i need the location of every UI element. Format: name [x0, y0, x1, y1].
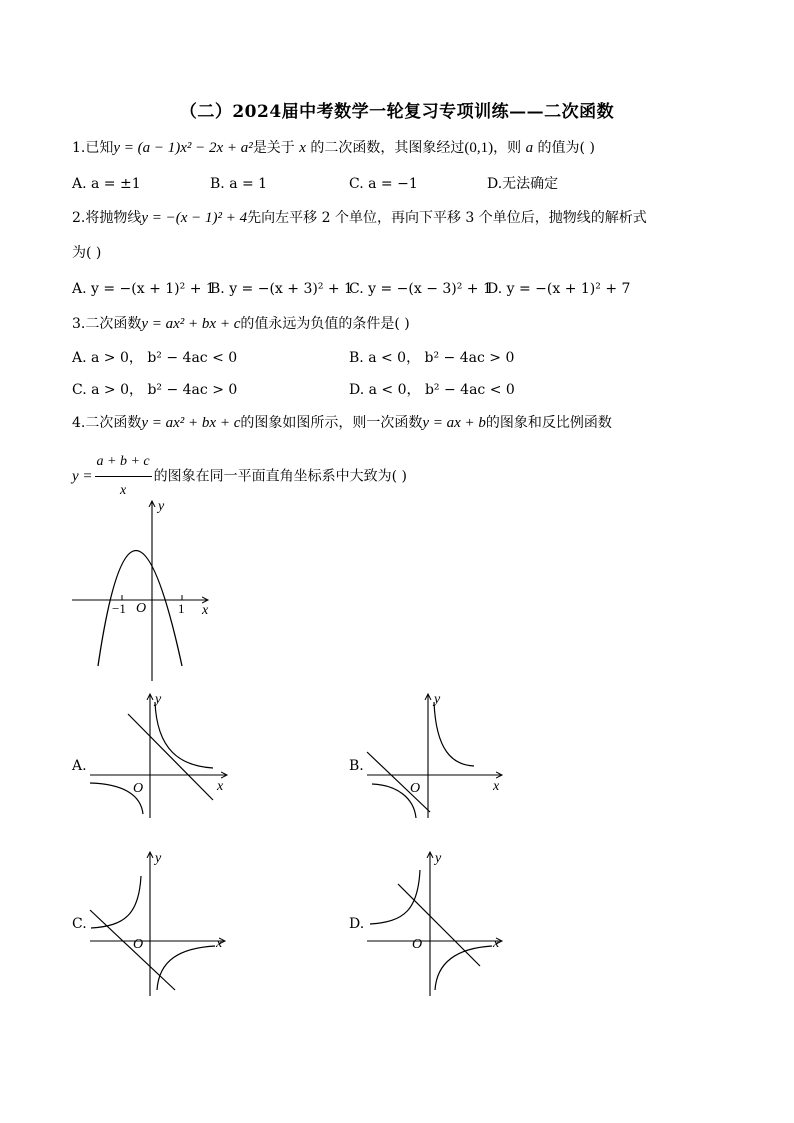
q4-text-c: 的图象和反比例函数 [485, 415, 612, 431]
choice-b-label[interactable]: B. [349, 758, 364, 774]
q2-text-b: 先向左平移 2 个单位，再向下平移 3 个单位后，抛物线的解析式 [247, 210, 647, 226]
axis-label-x: x [493, 936, 500, 951]
q1-variable: x [299, 140, 306, 156]
q2-option-d[interactable]: D. y = −(x + 1)² + 7 [487, 281, 631, 297]
q1-text-c: 的二次函数，其图象经过 [310, 140, 465, 156]
q1-text-e: 的值为( ) [537, 140, 595, 156]
question-1-stem [72, 138, 595, 158]
axis-label-y: y [155, 692, 162, 707]
q1-variable-a: a [525, 140, 534, 156]
parabola-graph [70, 495, 230, 685]
linear-line [398, 884, 480, 966]
q4-frac-lhs: y = [72, 468, 93, 485]
hyperbola-branch-1 [434, 702, 474, 766]
axis-label-y: y [155, 851, 162, 866]
q3-option-c[interactable]: C. a > 0， b² − 4ac > 0 [72, 382, 238, 398]
q4-expression: y = ax² + bx + c [141, 415, 241, 431]
q3-text-b: 的值永远为负值的条件是( ) [240, 316, 410, 332]
hyperbola-branch-1 [370, 870, 420, 924]
hyperbola-branch-1 [155, 702, 213, 768]
question-4-stem [72, 413, 612, 433]
origin-label: O [410, 781, 421, 796]
q1-point: (0,1) [464, 140, 494, 156]
origin-label: O [136, 601, 147, 616]
linear-line [367, 752, 430, 812]
axis-label-x: x [202, 603, 209, 618]
choice-b-graph[interactable] [362, 690, 512, 820]
choice-d-graph[interactable] [362, 848, 512, 998]
q3-expression: y = ax² + bx + c [141, 316, 241, 332]
q1-option-d[interactable]: D.无法确定 [487, 176, 559, 192]
question-2-stem-cont: 为( ) [72, 245, 102, 261]
origin-label: O [412, 937, 423, 952]
choice-d-label[interactable]: D. [349, 916, 365, 932]
q2-text-a: 2.将抛物线 [72, 210, 142, 226]
q1-option-b[interactable]: B. a = 1 [210, 176, 268, 192]
page-title: （二）2024届中考数学一轮复习专项训练——二次函数 [179, 102, 615, 122]
q2-option-b[interactable]: B. y = −(x + 3)² + 1 [210, 281, 353, 297]
q1-expression: y = (a − 1)x² − 2x + a² [113, 140, 253, 156]
choice-a-label[interactable]: A. [72, 758, 87, 774]
axis-label-y: y [435, 851, 442, 866]
choice-c-graph[interactable] [85, 848, 235, 998]
hyperbola-branch-1 [91, 876, 141, 928]
q4-frac-numerator: a + b + c [95, 448, 152, 477]
axis-label-x: x [493, 779, 500, 794]
axis-label-x: x [217, 779, 224, 794]
q3-option-b[interactable]: B. a < 0， b² − 4ac > 0 [349, 350, 515, 366]
q3-option-a[interactable]: A. a > 0， b² − 4ac < 0 [72, 350, 238, 366]
hyperbola-branch-2 [435, 946, 492, 990]
q3-text-a: 3.二次函数 [72, 316, 142, 332]
choice-c-label[interactable]: C. [72, 916, 87, 932]
q4-frac-denominator: x [119, 483, 127, 498]
q1-option-a[interactable]: A. a = ±1 [72, 176, 141, 192]
q2-expression: y = −(x − 1)² + 4 [141, 210, 248, 226]
q3-option-d[interactable]: D. a < 0， b² − 4ac < 0 [349, 382, 515, 398]
q4-text-a: 4.二次函数 [72, 415, 142, 431]
q4-text-b: 的图象如图所示，则一次函数 [240, 415, 423, 431]
axis-label-y: y [158, 499, 165, 514]
q4-text-d: 的图象在同一平面直角坐标系中大致为( ) [153, 468, 408, 485]
q1-text-d: ，则 [493, 140, 522, 156]
origin-label: O [133, 937, 144, 952]
question-3-stem [72, 314, 410, 334]
hyperbola-branch-2 [157, 946, 215, 990]
axis-label-x: x [216, 936, 223, 951]
origin-label: O [133, 781, 144, 796]
q2-option-c[interactable]: C. y = −(x − 3)² + 1 [349, 281, 492, 297]
q1-option-c[interactable]: C. a = −1 [349, 176, 418, 192]
tick-label-pos-1: 1 [178, 601, 185, 616]
q1-text-a: 1.已知 [72, 140, 114, 156]
choice-a-graph[interactable] [85, 690, 235, 820]
q2-option-a[interactable]: A. y = −(x + 1)² + 1 [72, 281, 215, 297]
q1-text-b: 是关于 [252, 140, 295, 156]
q4-linear-expression: y = ax + b [422, 415, 486, 431]
tick-label-neg-1: −1 [112, 601, 126, 616]
question-2-stem [72, 208, 647, 228]
axis-label-y: y [434, 692, 441, 707]
